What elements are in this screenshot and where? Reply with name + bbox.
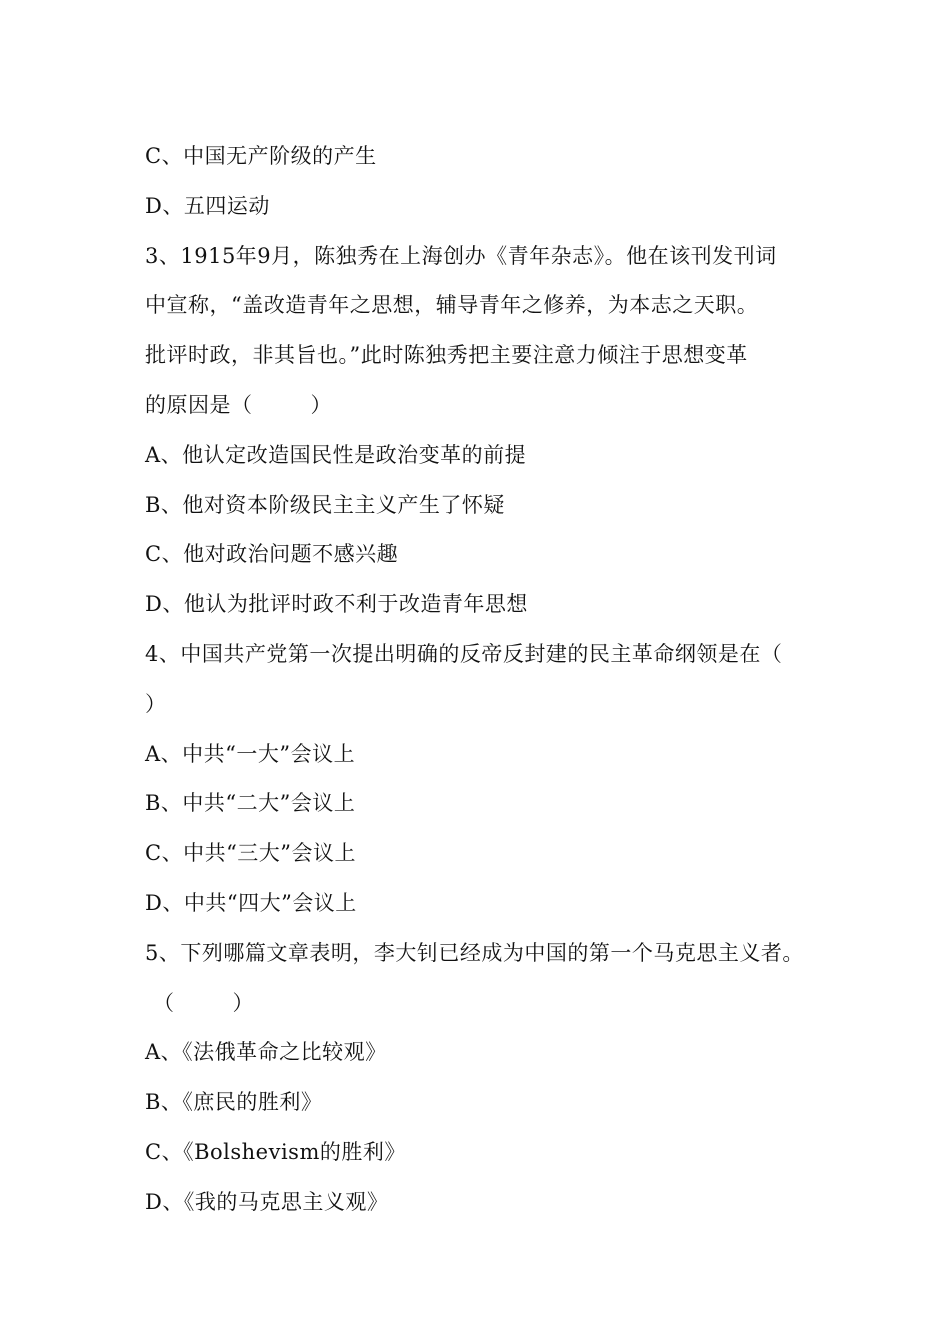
q3-option-a: A、他认定改造国民性是政治变革的前提	[145, 442, 527, 467]
q3-stem-text: 的原因是（	[145, 392, 253, 417]
q5-close-paren: ）	[232, 990, 254, 1015]
q3-close-paren: ）	[310, 392, 332, 417]
q3-option-b: B、他对资本阶级民主主义产生了怀疑	[145, 492, 505, 517]
q3-stem-line-4	[145, 381, 835, 431]
q4-stem-line-1: 4、中国共产党第一次提出明确的反帝反封建的民主革命纲领是在（	[145, 641, 783, 666]
q3-option-d: D、他认为批评时政不利于改造青年思想	[145, 592, 528, 617]
q2-option-c: C、中国无产阶级的产生	[145, 144, 377, 168]
q5-stem-line-1: 5、下列哪篇文章表明，李大钊已经成为中国的第一个马克思主义者。	[145, 940, 804, 965]
q5-open-paren: （	[153, 990, 175, 1015]
q4-option-b: B、中共“二大”会议上	[145, 791, 356, 816]
q4-option-d: D、中共“四大”会议上	[145, 890, 357, 915]
q3-stem-line-2: 中宣称，“盖改造青年之思想，辅导青年之修养，为本志之天职。	[145, 293, 759, 318]
q4-option-c: C、中共“三大”会议上	[145, 841, 357, 866]
q5-option-d: D、《我的马克思主义观》	[145, 1189, 389, 1214]
q3-stem-line-3: 批评时政，非其旨也。”此时陈独秀把主要注意力倾注于思想变革	[145, 343, 748, 368]
q5-option-b: B、《庶民的胜利》	[145, 1090, 323, 1115]
question-text	[145, 132, 835, 1228]
q5-option-a: A、《法俄革命之比较观》	[145, 1040, 387, 1065]
q4-stem-line-2: ）	[145, 691, 167, 716]
q2-option-d: D、五四运动	[145, 193, 270, 218]
q3-stem-line-1: 3、1915年9月，陈独秀在上海创办《青年杂志》。他在该刊发刊词	[145, 243, 777, 268]
q4-option-a: A、中共“一大”会议上	[145, 741, 356, 766]
q5-option-c: C、《Bolshevism的胜利》	[145, 1139, 406, 1164]
q5-stem-line-2	[145, 979, 835, 1029]
q3-option-c: C、他对政治问题不感兴趣	[145, 542, 399, 567]
